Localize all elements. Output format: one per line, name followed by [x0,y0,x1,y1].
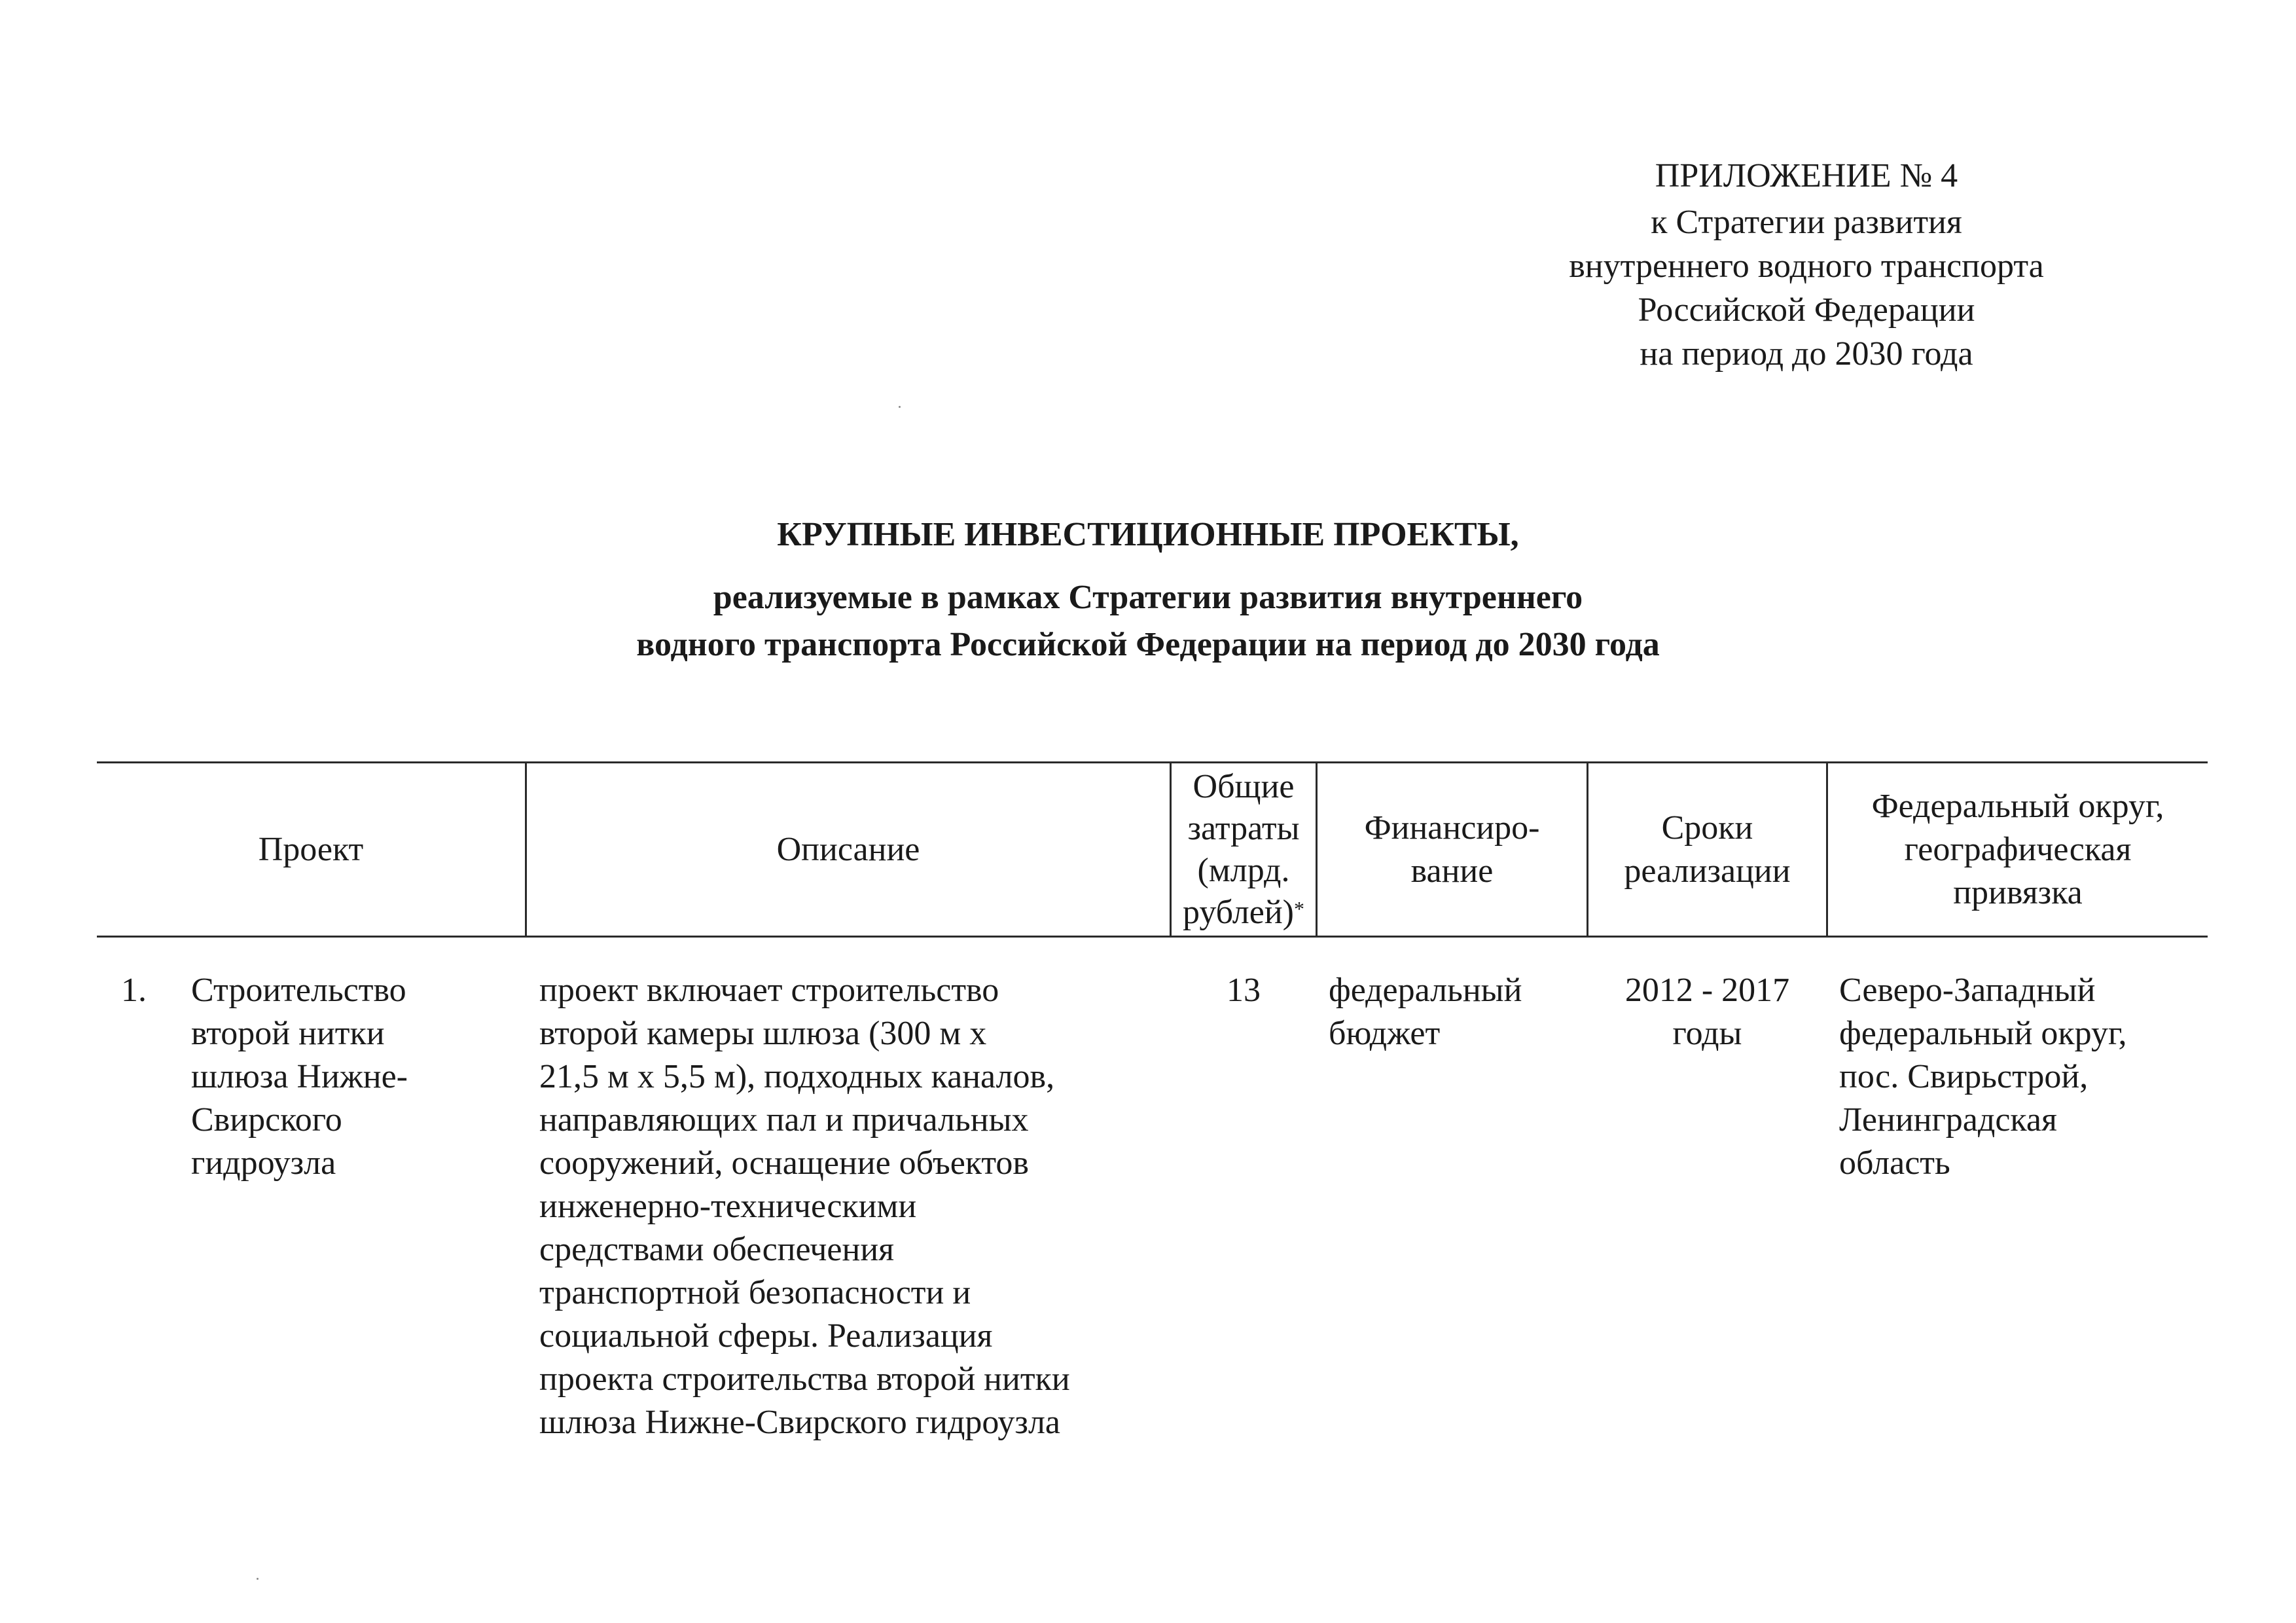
annex-line: внутреннего водного транспорта [1569,247,2044,285]
annex-title: ПРИЛОЖЕНИЕ № 4 [1655,157,1958,194]
annex-header [1492,154,2121,376]
scan-speck [899,406,901,408]
row-costs: 13 [1227,972,1261,1009]
annex-line: к Стратегии развития [1651,204,1962,241]
row-timing: 2012 - 2017 годы [1624,972,1790,1052]
row-number: 1. [121,972,147,1009]
table-header-bottom-rule [97,936,2208,938]
row-district: Северо-Западный федеральный округ, пос. Свирьстрой, Ленинградская область [1839,972,2127,1182]
column-header-costs [1172,763,1316,936]
row-description: проект включает строительство второй камеры шлюза (300 м х 21,5 м х 5,5 м), подходных каналов, направляющих пал и причальных сооружений, оснащение объектов инженерно-техническими средствами обеспечения транспортной безопасности и социальной сферы. Реализация проекта строительства второй нитки шлюза Нижне-Свирского гидроузла [539,972,1070,1441]
row-project: Строительство второй нитки шлюза Нижне- Свирского гидроузла [191,972,408,1182]
annex-line: на период до 2030 года [1640,335,1973,373]
column-header-timing-label: Сроки реализации [1624,809,1791,890]
column-header-financing-label: Финансиро- вание [1364,809,1540,890]
annex-line: Российской Федерации [1638,291,1975,329]
costs-footnote-mark: * [1293,896,1304,921]
column-header-timing [1588,763,1826,936]
column-header-description [527,763,1170,936]
column-header-project-label: Проект [258,830,364,868]
column-header-description-label: Описание [776,830,920,868]
column-header-project [97,763,525,936]
column-header-financing [1318,763,1587,936]
document-subtitle-line-1: реализуемые в рамках Стратегии развития внутреннего [713,579,1583,616]
column-header-district-label: Федеральный округ, географическая привязка [1871,787,2164,911]
scan-speck [257,1578,259,1580]
column-header-district [1828,763,2208,936]
row-financing: федеральный бюджет [1329,972,1522,1052]
document-title: КРУПНЫЕ ИНВЕСТИЦИОННЫЕ ПРОЕКТЫ, [777,516,1519,553]
document-subtitle-line-2: водного транспорта Российской Федерации на период до 2030 года [636,626,1660,663]
column-header-costs-label: Общие затраты (млрд. рублей)* [1183,767,1304,931]
